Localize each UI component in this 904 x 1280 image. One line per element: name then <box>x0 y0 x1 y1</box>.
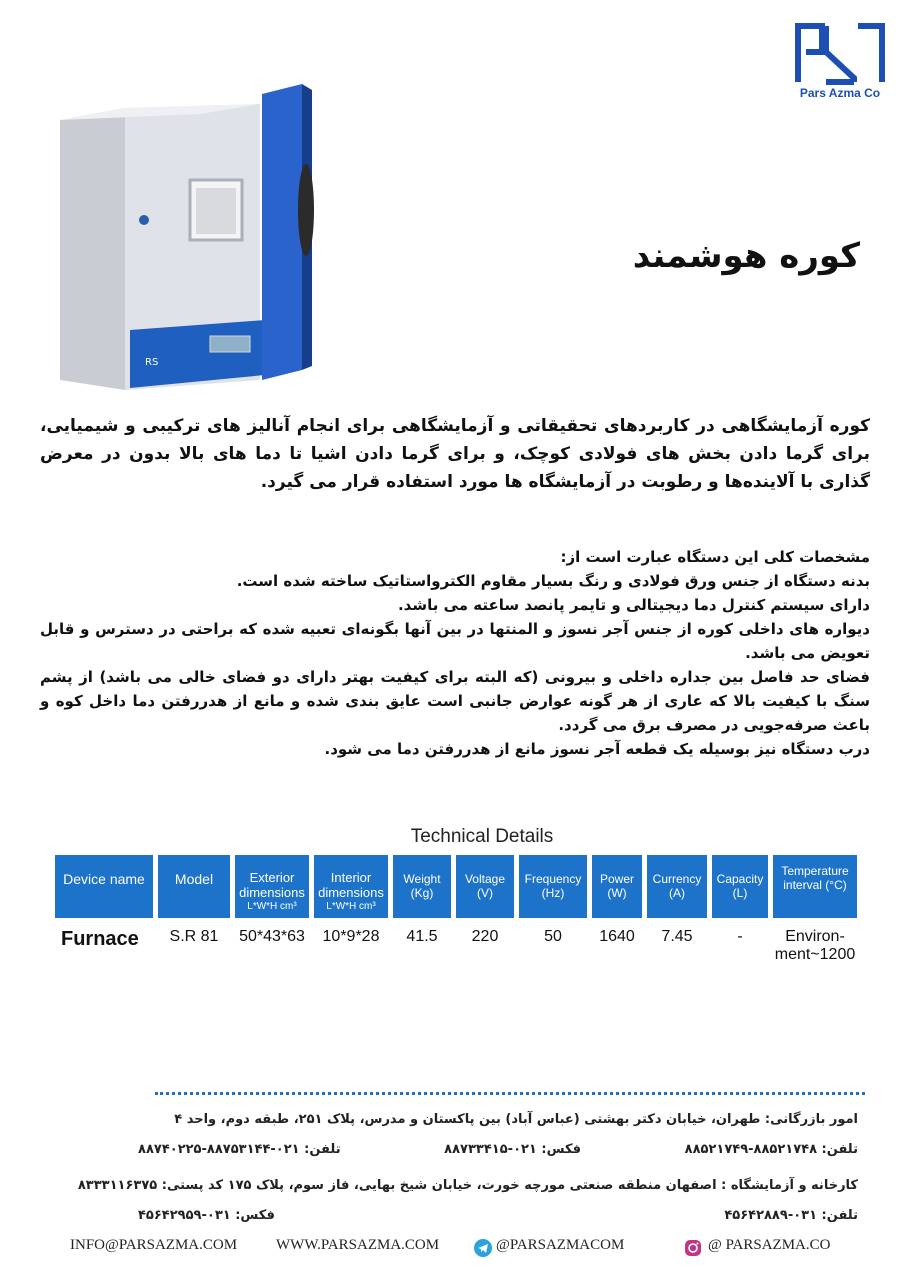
spec-item: دارای سیستم کنترل دما دیجیتالی و تایمر پانصد ساعته می باشد. <box>397 596 870 614</box>
furnace-product-image <box>40 80 330 400</box>
header-interior-dimensions: Interior dimensions L*W*H cm³ <box>314 855 388 918</box>
office-contact-row-1 <box>138 1142 858 1157</box>
specs-heading: مشخصات کلی این دستگاه عبارت است از: <box>560 548 870 566</box>
cell-model: S.R 81 <box>169 928 219 945</box>
header-temperature-interval: Temperature interval (°C) <box>773 855 857 918</box>
specs-section <box>40 545 870 761</box>
instagram-handle[interactable]: @ PARSAZMA.CO <box>708 1237 831 1253</box>
header-model: Model <box>158 855 230 918</box>
office-address: امور بازرگانی: طهران، خیابان دکتر بهشتی (عباس آباد) بین پاکستان و مدرس، پلاک ۲۵۱، طبقه دوم، واحد ۴ <box>174 1112 858 1127</box>
header-device-name: Device name <box>55 855 153 918</box>
office-phone-1: تلفن: ۸۸۵۲۱۷۴۸-۸۸۵۲۱۷۴۹ <box>684 1142 858 1157</box>
email-link[interactable]: INFO@PARSAZMA.COM <box>70 1237 238 1253</box>
header-currency: Currency (A) <box>647 855 707 918</box>
telegram-handle[interactable]: @PARSAZMACOM <box>496 1237 625 1253</box>
dotted-divider <box>155 1092 865 1095</box>
header-capacity: Capacity (L) <box>712 855 768 918</box>
spec-item: فضای حد فاصل بین جداره داخلی و بیرونی (که البته برای کیفیت بهتر دارای دو فضای خالی می باشد) از پشم سنگ با کیفیت بالا که عاری از هر گونه عوارض جانبی است عایق بندی شده و مانع از هدررفتن دما داخل کوه و باعث صرفه‌جویی در مصرف برق می گردد. <box>40 668 870 734</box>
table-row <box>55 928 877 968</box>
svg-text:RS: RS <box>145 357 159 368</box>
spec-item: بدنه دستگاه از جنس ورق فولادی و رنگ بسیار مقاوم الکترواستاتیک ساخته شده است. <box>236 572 870 590</box>
cell-currency: 7.45 <box>661 928 693 945</box>
header-power: Power (W) <box>592 855 642 918</box>
cell-capacity: - <box>737 928 743 945</box>
telegram-icon <box>474 1239 492 1262</box>
header-voltage: Voltage (V) <box>456 855 514 918</box>
cell-exterior-dimensions: 50*43*63 <box>239 928 305 945</box>
header-exterior-dimensions: Exterior dimensions L*W*H cm³ <box>235 855 309 918</box>
logo-mark-icon <box>792 22 888 86</box>
page-title: کوره هوشمند <box>632 236 860 276</box>
table-header-row <box>55 855 877 918</box>
factory-phone: تلفن: ۰۳۱-۴۵۶۴۲۸۸۹ <box>724 1208 858 1223</box>
header-frequency: Frequency (Hz) <box>519 855 587 918</box>
intro-paragraph: کوره آزمایشگاهی در کاربردهای تحقیقاتی و آزمایشگاهی برای انجام آنالیز های ترکیبی و شیمیایی، برای گرما دادن بخش های فولادی کوچک، و برای گرما دادن اشیا تا دما های بالا بدون در معرض گذاری با آلاینده‌ها و رطوبت در آزمایشگاه ها مورد استفاده قرار می گیرد. <box>40 416 870 493</box>
cell-interior-dimensions: 10*9*28 <box>322 928 380 945</box>
website-link[interactable]: WWW.PARSAZMA.COM <box>276 1237 440 1253</box>
table-title: Technical Details <box>410 826 554 847</box>
company-name: Pars Azma Co <box>799 86 881 100</box>
spec-item: دیواره های داخلی کوره از جنس آجر نسوز و المنتها در بین آنها بگونه‌ای تعبیه شده که براحتی در دسترس و قابل تعویض می باشد. <box>40 620 870 662</box>
cell-frequency: 50 <box>544 928 562 945</box>
contact-bar <box>70 1237 870 1261</box>
factory-fax: فکس: ۰۳۱-۴۵۶۴۲۹۵۹ <box>138 1208 275 1223</box>
cell-weight: 41.5 <box>406 928 438 945</box>
cell-device-name: Furnace <box>61 928 139 950</box>
factory-address: کارخانه و آزمایشگاه : اصفهان منطقه صنعتی مورچه خورت، خیابان شیخ بهایی، فاز سوم، پلاک ۱۷۵ کد پستی: ۸۳۳۳۱۱۶۳۷۵ <box>77 1178 858 1193</box>
cell-power: 1640 <box>599 928 635 945</box>
cell-temperature-interval: Environ-ment~1200 <box>774 928 856 963</box>
company-logo <box>792 22 888 112</box>
cell-voltage: 220 <box>471 928 499 945</box>
instagram-icon <box>684 1239 702 1262</box>
spec-item: درب دستگاه نیز بوسیله یک قطعه آجر نسوز مانع از هدررفتن دما می شود. <box>324 740 870 758</box>
header-weight: Weight (Kg) <box>393 855 451 918</box>
factory-contact-row <box>138 1208 858 1223</box>
office-phone-2: تلفن: ۰۲۱-۸۸۷۵۳۱۴۴-۸۸۷۴۰۲۲۵ <box>138 1142 341 1157</box>
office-fax: فکس: ۰۲۱-۸۸۷۳۳۴۱۵ <box>444 1142 582 1157</box>
